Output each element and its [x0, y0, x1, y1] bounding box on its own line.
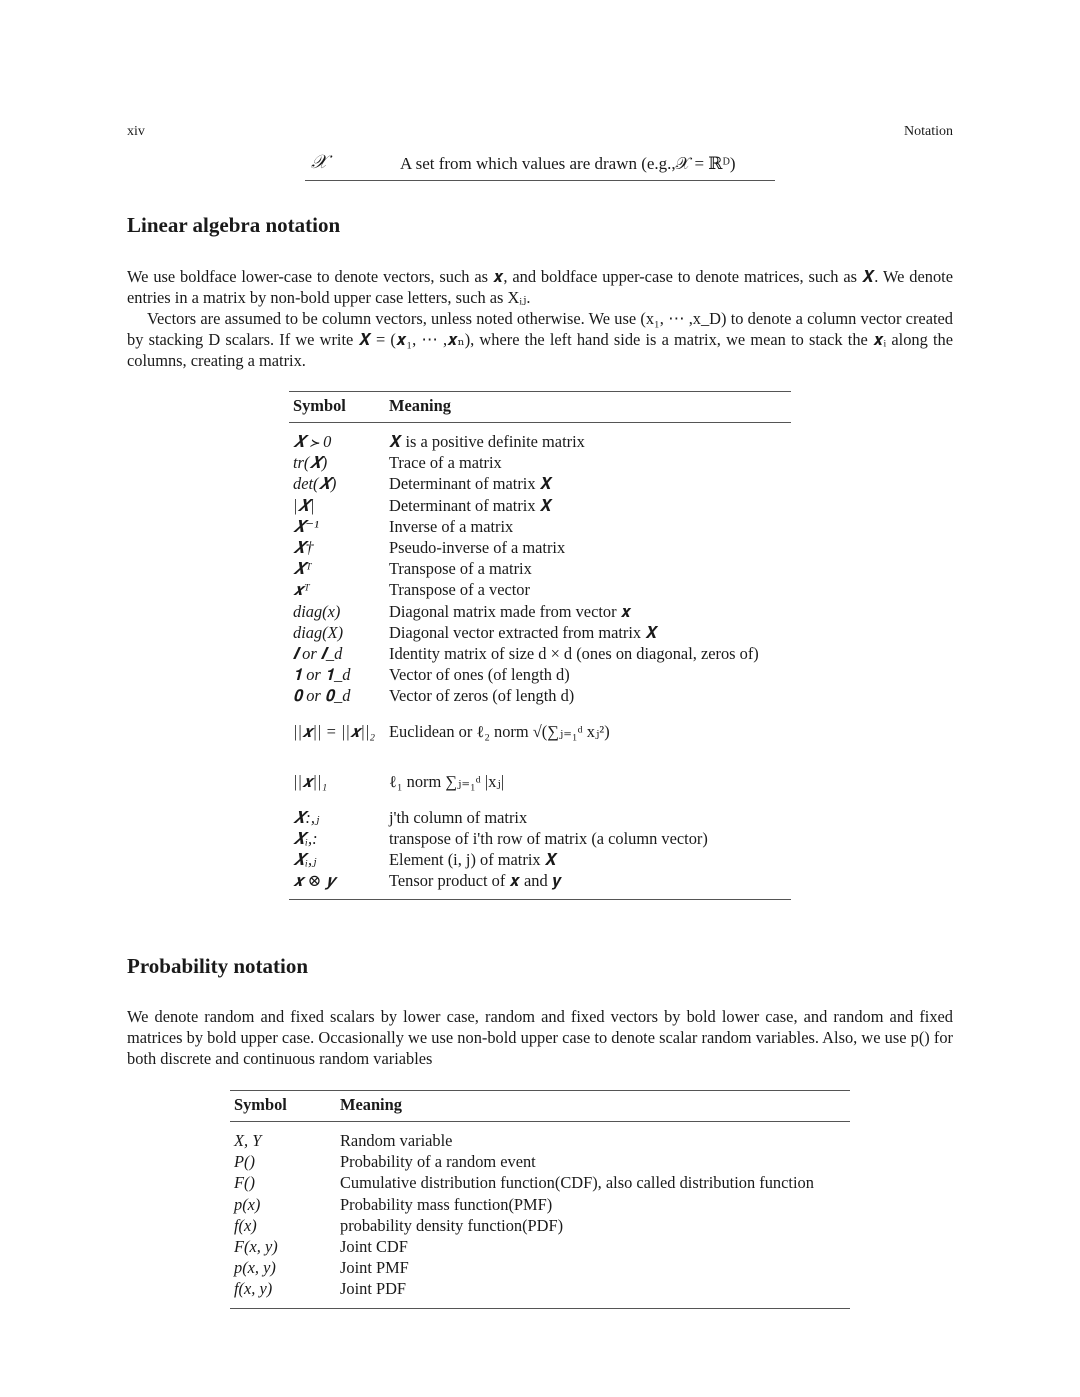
table-row	[289, 664, 791, 685]
running-title: Notation	[904, 124, 953, 139]
table-row	[230, 1215, 850, 1236]
symbol-cell: p(x, y)	[234, 1258, 276, 1278]
symbol-cell: 𝑿⁻¹	[293, 516, 319, 536]
symbol-cell: ||𝒙||₁	[293, 771, 328, 791]
probability-table	[230, 1090, 850, 1309]
meaning-cell: Vector of zeros (of length d)	[389, 686, 575, 706]
meaning-cell: Determinant of matrix 𝑿	[389, 495, 553, 515]
symbol-cell: tr(𝑿)	[293, 453, 328, 473]
symbol-cell: 𝑿 ≻ 0	[293, 432, 332, 452]
symbol-cell: diag(x)	[293, 601, 341, 621]
table-row	[289, 495, 791, 516]
paragraph: We use boldface lower-case to denote vectors, such as 𝒙, and boldface upper-case to denote matrices, such as 𝑿. We denote entries in a matrix by non-bold upper case letters, such as Xᵢⱼ.	[127, 267, 953, 307]
table-row	[289, 806, 791, 827]
col-header-symbol: Symbol	[289, 392, 385, 423]
page-number: xiv	[127, 124, 145, 139]
meaning-cell: Cumulative distribution function(CDF), also called distribution function	[340, 1173, 814, 1193]
col-header-meaning: Meaning	[385, 392, 791, 423]
symbol-cell: 𝟎 or 𝟎_d	[293, 686, 351, 706]
col-header-symbol: Symbol	[230, 1091, 336, 1122]
meaning-cell: Identity matrix of size d × d (ones on diagonal, zeros of)	[389, 643, 759, 663]
meaning-cell: Random variable	[340, 1131, 453, 1151]
symbol-cell: 𝑿:,ⱼ	[293, 807, 320, 827]
table-row	[289, 601, 791, 622]
symbol-cell: diag(X)	[293, 622, 344, 642]
table-header-row	[289, 392, 791, 423]
table-row	[289, 558, 791, 579]
meaning-cell: Probability of a random event	[340, 1152, 536, 1172]
table-row	[289, 685, 791, 706]
col-header-meaning: Meaning	[336, 1091, 850, 1122]
table-row	[289, 537, 791, 558]
symbol-cell: 𝑿ᵢ,:	[293, 828, 318, 848]
row-meaning: A set from which values are drawn (e.g.,𝒳 = ℝᴰ)	[400, 154, 736, 173]
meaning-cell: probability density function(PDF)	[340, 1215, 564, 1235]
symbol-cell: X, Y	[234, 1131, 262, 1151]
symbol-cell: det(𝑿)	[293, 474, 337, 494]
meaning-cell: Joint PDF	[336, 1278, 850, 1308]
paragraph	[127, 308, 953, 371]
meaning-cell: transpose of i'th row of matrix (a column vector)	[389, 828, 708, 848]
meaning-cell: Inverse of a matrix	[389, 516, 514, 536]
table-row	[230, 1278, 850, 1308]
table-row	[289, 870, 791, 900]
linear-algebra-text	[127, 266, 953, 371]
symbol-cell: 𝒙ᵀ	[293, 580, 310, 600]
table-row	[289, 579, 791, 600]
meaning-cell: Transpose of a vector	[389, 580, 530, 600]
table-row	[230, 1172, 850, 1193]
table-row	[230, 1257, 850, 1278]
table-row	[230, 1194, 850, 1215]
section-heading-linear-algebra: Linear algebra notation	[127, 213, 341, 237]
table-row	[230, 1236, 850, 1257]
paragraph-text: Vectors are assumed to be column vectors, unless noted otherwise. We use (x₁, ⋯ ,x_D) to denote a column vector created by stacking D scalars. If we write 𝑿 = (𝒙₁, ⋯ ,𝒙ₙ), where the left hand side is a matrix, we mean to stack the 𝒙ᵢ along the columns, creating a matrix.	[127, 309, 953, 370]
symbol-cell: F()	[234, 1173, 255, 1193]
section-heading-probability: Probability notation	[127, 954, 309, 978]
symbol-cell: ||𝒙|| = ||𝒙||₂	[293, 721, 376, 741]
meaning-cell: ℓ₁ norm ∑ⱼ₌₁ᵈ |xⱼ|	[389, 771, 505, 791]
symbol-cell: 𝑰 or 𝑰_d	[293, 643, 343, 663]
meaning-cell: Diagonal matrix made from vector 𝒙	[389, 601, 632, 621]
symbol-cell: 𝒙 ⊗ 𝒚	[289, 870, 385, 900]
linear-algebra-table	[289, 391, 791, 900]
table-row	[289, 828, 791, 849]
table-row	[289, 516, 791, 537]
meaning-cell: Pseudo-inverse of a matrix	[389, 538, 566, 558]
meaning-cell: Diagonal vector extracted from matrix 𝑿	[389, 622, 658, 642]
symbol-cell: 𝑿ᵀ	[293, 559, 312, 579]
table-row	[289, 849, 791, 870]
symbol-cell: 𝑿ᵢ,ⱼ	[293, 849, 317, 869]
meaning-cell: Euclidean or ℓ₂ norm √(∑ⱼ₌₁ᵈ xⱼ²)	[389, 721, 610, 741]
continued-table-row	[305, 152, 775, 181]
symbol-cell: f(x, y)	[230, 1278, 336, 1308]
meaning-cell: Determinant of matrix 𝑿	[389, 474, 553, 494]
table-row	[289, 756, 791, 806]
table-row	[230, 1122, 850, 1152]
symbol-cell: |𝑿|	[293, 495, 315, 515]
meaning-cell: j'th column of matrix	[389, 807, 528, 827]
table-row	[230, 1151, 850, 1172]
table-row	[289, 423, 791, 453]
meaning-cell: Joint CDF	[340, 1237, 408, 1257]
symbol-cell: f(x)	[234, 1215, 257, 1235]
symbol-cell: F(x, y)	[234, 1237, 278, 1257]
table-row	[289, 473, 791, 494]
symbol-cell: P()	[234, 1152, 255, 1172]
table-row	[289, 643, 791, 664]
table-row	[289, 452, 791, 473]
symbol-cell: 𝑿†	[293, 538, 314, 558]
meaning-cell: Vector of ones (of length d)	[389, 665, 570, 685]
meaning-cell: Element (i, j) of matrix 𝑿	[389, 849, 558, 869]
table-row	[289, 622, 791, 643]
table-header-row	[230, 1091, 850, 1122]
meaning-cell: Transpose of a matrix	[389, 559, 532, 579]
symbol-cell: 𝟏 or 𝟏_d	[293, 665, 351, 685]
meaning-cell: Trace of a matrix	[389, 453, 502, 473]
row-symbol: 𝒳	[311, 152, 328, 173]
symbol-cell: p(x)	[234, 1194, 261, 1214]
table-row	[289, 706, 791, 756]
meaning-cell: Tensor product of 𝒙 and 𝒚	[385, 870, 791, 900]
meaning-cell: 𝑿 is a positive definite matrix	[389, 432, 585, 452]
probability-text: We denote random and fixed scalars by lower case, random and fixed vectors by bold lower case, and random and fixed matrices by bold upper case. Occasionally we use non-bold upper case to denote scalar random variables. Also, we use p() for both discrete and continuous random variables	[127, 1007, 953, 1068]
meaning-cell: Joint PMF	[340, 1258, 409, 1278]
meaning-cell: Probability mass function(PMF)	[340, 1194, 553, 1214]
